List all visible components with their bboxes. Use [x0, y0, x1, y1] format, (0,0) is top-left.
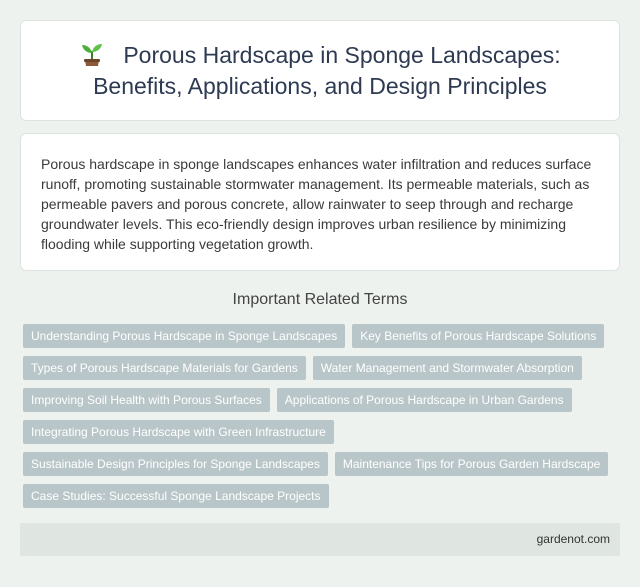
related-term-tag[interactable]: Case Studies: Successful Sponge Landscape Projects	[23, 484, 329, 508]
sprout-icon	[79, 41, 105, 67]
title-card	[20, 20, 620, 121]
related-term-tag[interactable]: Maintenance Tips for Porous Garden Hardscape	[335, 452, 608, 476]
page-title	[45, 40, 595, 102]
related-terms-list	[23, 324, 623, 508]
related-term-tag[interactable]: Sustainable Design Principles for Sponge Landscapes	[23, 452, 328, 476]
related-terms-heading: Important Related Terms	[232, 291, 408, 308]
related-term-tag[interactable]: Applications of Porous Hardscape in Urban Gardens	[277, 388, 572, 412]
related-term-tag[interactable]: Improving Soil Health with Porous Surfaces	[23, 388, 270, 412]
related-term-tag[interactable]: Integrating Porous Hardscape with Green Infrastructure	[23, 420, 334, 444]
footer	[20, 523, 620, 556]
footer-site-link[interactable]: gardenot.com	[536, 532, 610, 546]
summary-card	[20, 133, 620, 271]
related-term-tag[interactable]: Key Benefits of Porous Hardscape Solutions	[352, 324, 604, 348]
related-term-tag[interactable]: Water Management and Stormwater Absorption	[313, 356, 582, 380]
related-term-tag[interactable]: Types of Porous Hardscape Materials for Gardens	[23, 356, 306, 380]
page-title-text: Porous Hardscape in Sponge Landscapes: Benefits, Applications, and Design Principles	[93, 41, 561, 99]
summary-text: Porous hardscape in sponge landscapes enhances water infiltration and reduces surface runoff, promoting sustainable stormwater management. Its permeable materials, such as permeable pavers and porous concrete, allow rainwater to seep through and recharge groundwater levels. This eco-friendly design improves urban resilience by minimizing flooding while supporting vegetation growth.	[41, 156, 592, 252]
related-term-tag[interactable]: Understanding Porous Hardscape in Sponge Landscapes	[23, 324, 345, 348]
